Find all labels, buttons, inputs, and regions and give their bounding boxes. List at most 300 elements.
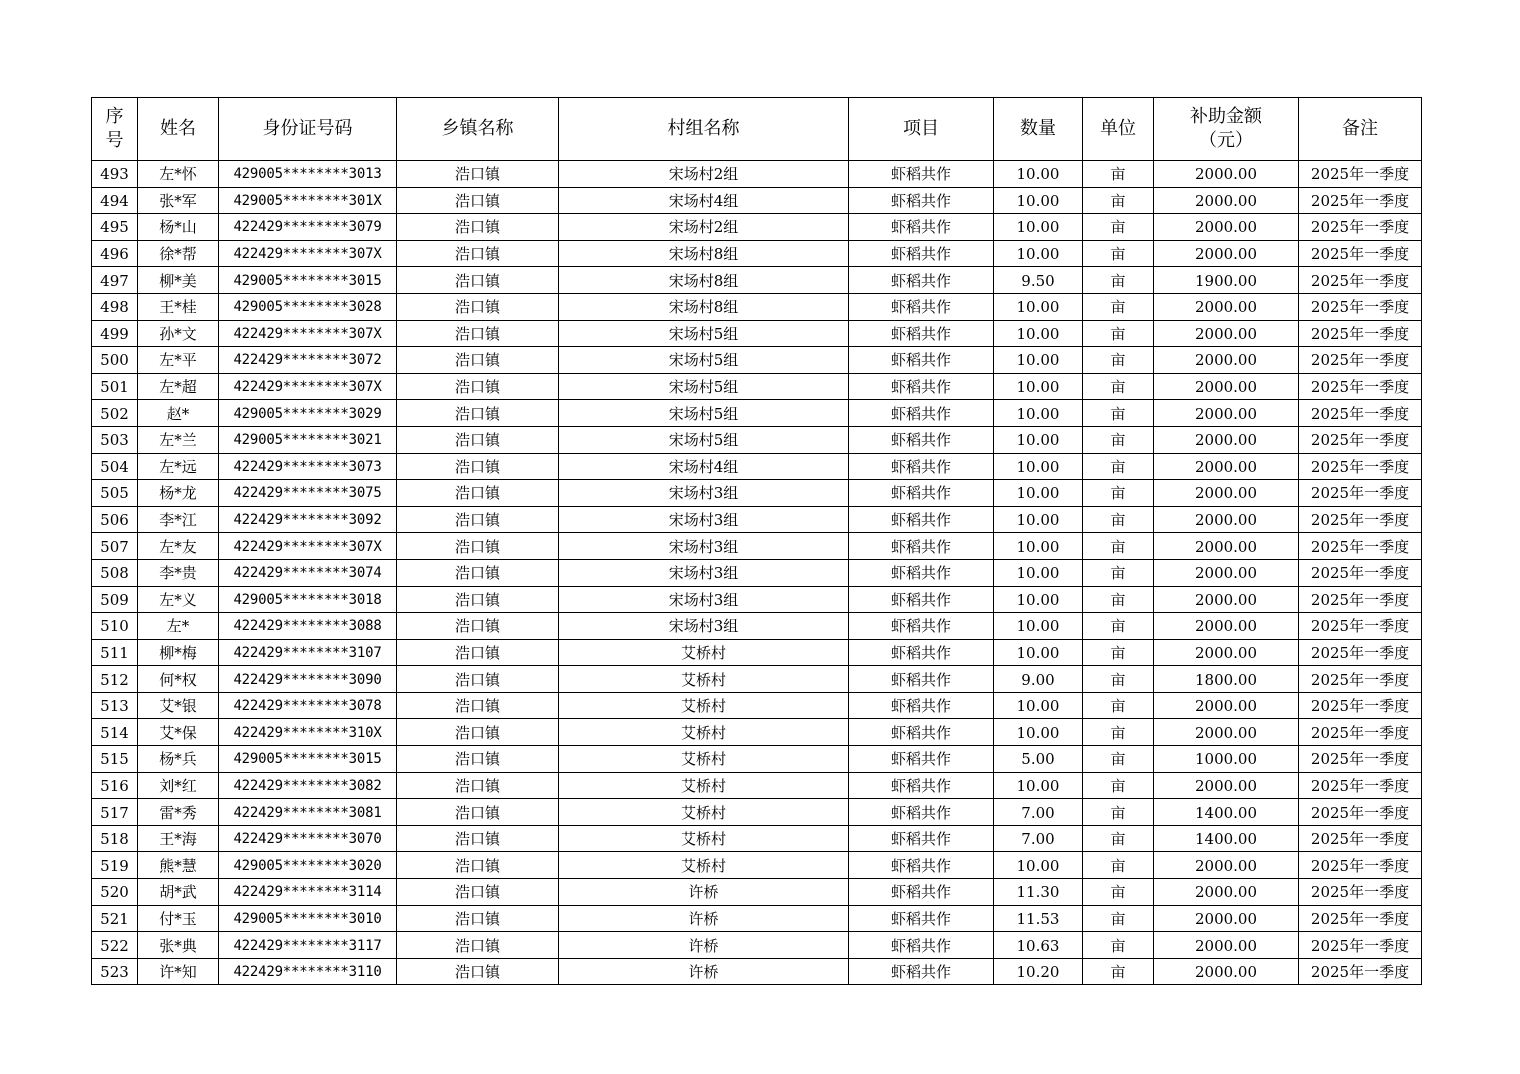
cell-project: 虾稻共作 (849, 480, 994, 507)
cell-village: 艾桥村 (559, 799, 849, 826)
cell-seq: 519 (92, 852, 138, 879)
cell-name: 艾*银 (138, 692, 219, 719)
header-town: 乡镇名称 (397, 98, 559, 161)
cell-id-number: 422429********307X (219, 373, 397, 400)
cell-seq: 512 (92, 666, 138, 693)
cell-project: 虾稻共作 (849, 506, 994, 533)
cell-unit: 亩 (1083, 320, 1154, 347)
cell-town: 浩口镇 (397, 506, 559, 533)
table-row (92, 161, 1422, 188)
cell-village: 宋场村4组 (559, 187, 849, 214)
table-header-row (92, 98, 1422, 161)
cell-village: 许桥 (559, 958, 849, 985)
cell-village: 宋场村5组 (559, 320, 849, 347)
cell-unit: 亩 (1083, 373, 1154, 400)
cell-amount: 2000.00 (1154, 692, 1299, 719)
cell-note: 2025年一季度 (1299, 161, 1422, 188)
cell-unit: 亩 (1083, 347, 1154, 374)
cell-note: 2025年一季度 (1299, 214, 1422, 241)
table-row (92, 719, 1422, 746)
cell-id-number: 429005********3015 (219, 267, 397, 294)
cell-amount: 2000.00 (1154, 187, 1299, 214)
cell-unit: 亩 (1083, 692, 1154, 719)
cell-quantity: 9.50 (994, 267, 1083, 294)
table-row (92, 613, 1422, 640)
cell-note: 2025年一季度 (1299, 426, 1422, 453)
cell-project: 虾稻共作 (849, 799, 994, 826)
cell-village: 许桥 (559, 905, 849, 932)
cell-village: 宋场村2组 (559, 214, 849, 241)
cell-quantity: 10.00 (994, 559, 1083, 586)
cell-seq: 510 (92, 613, 138, 640)
cell-project: 虾稻共作 (849, 347, 994, 374)
cell-amount: 1000.00 (1154, 746, 1299, 773)
cell-id-number: 422429********3078 (219, 692, 397, 719)
cell-name: 刘*红 (138, 772, 219, 799)
cell-project: 虾稻共作 (849, 746, 994, 773)
cell-amount: 2000.00 (1154, 958, 1299, 985)
cell-name: 张*典 (138, 932, 219, 959)
cell-project: 虾稻共作 (849, 373, 994, 400)
cell-amount: 1900.00 (1154, 267, 1299, 294)
cell-quantity: 10.00 (994, 772, 1083, 799)
cell-unit: 亩 (1083, 187, 1154, 214)
cell-unit: 亩 (1083, 214, 1154, 241)
cell-project: 虾稻共作 (849, 267, 994, 294)
table-body (92, 161, 1422, 985)
cell-name: 左*超 (138, 373, 219, 400)
cell-project: 虾稻共作 (849, 666, 994, 693)
cell-town: 浩口镇 (397, 613, 559, 640)
cell-id-number: 429005********3013 (219, 161, 397, 188)
cell-name: 孙*文 (138, 320, 219, 347)
cell-seq: 509 (92, 586, 138, 613)
cell-name: 左*远 (138, 453, 219, 480)
header-qty: 数量 (994, 98, 1083, 161)
cell-town: 浩口镇 (397, 453, 559, 480)
table-row (92, 639, 1422, 666)
cell-quantity: 10.00 (994, 187, 1083, 214)
cell-town: 浩口镇 (397, 373, 559, 400)
cell-amount: 1400.00 (1154, 799, 1299, 826)
cell-village: 宋场村8组 (559, 240, 849, 267)
cell-seq: 516 (92, 772, 138, 799)
cell-quantity: 10.00 (994, 453, 1083, 480)
cell-town: 浩口镇 (397, 639, 559, 666)
cell-quantity: 10.00 (994, 400, 1083, 427)
cell-amount: 2000.00 (1154, 533, 1299, 560)
cell-project: 虾稻共作 (849, 825, 994, 852)
cell-town: 浩口镇 (397, 480, 559, 507)
cell-unit: 亩 (1083, 586, 1154, 613)
table-row (92, 240, 1422, 267)
header-name: 姓名 (138, 98, 219, 161)
cell-unit: 亩 (1083, 639, 1154, 666)
cell-project: 虾稻共作 (849, 187, 994, 214)
table-row (92, 373, 1422, 400)
cell-seq: 506 (92, 506, 138, 533)
cell-note: 2025年一季度 (1299, 799, 1422, 826)
table-row (92, 320, 1422, 347)
cell-name: 许*知 (138, 958, 219, 985)
cell-note: 2025年一季度 (1299, 958, 1422, 985)
cell-note: 2025年一季度 (1299, 240, 1422, 267)
cell-village: 艾桥村 (559, 825, 849, 852)
cell-village: 许桥 (559, 932, 849, 959)
cell-id-number: 422429********3092 (219, 506, 397, 533)
cell-quantity: 10.00 (994, 240, 1083, 267)
cell-unit: 亩 (1083, 719, 1154, 746)
cell-id-number: 429005********3029 (219, 400, 397, 427)
cell-town: 浩口镇 (397, 799, 559, 826)
table-row (92, 932, 1422, 959)
cell-note: 2025年一季度 (1299, 480, 1422, 507)
cell-town: 浩口镇 (397, 161, 559, 188)
table-row (92, 347, 1422, 374)
cell-seq: 513 (92, 692, 138, 719)
cell-village: 宋场村5组 (559, 426, 849, 453)
cell-id-number: 429005********3018 (219, 586, 397, 613)
cell-quantity: 10.00 (994, 692, 1083, 719)
cell-quantity: 10.00 (994, 586, 1083, 613)
cell-town: 浩口镇 (397, 879, 559, 906)
cell-amount: 2000.00 (1154, 613, 1299, 640)
cell-town: 浩口镇 (397, 772, 559, 799)
cell-name: 徐*帮 (138, 240, 219, 267)
cell-unit: 亩 (1083, 293, 1154, 320)
cell-project: 虾稻共作 (849, 533, 994, 560)
table-row (92, 746, 1422, 773)
cell-project: 虾稻共作 (849, 586, 994, 613)
table-row (92, 825, 1422, 852)
cell-name: 胡*武 (138, 879, 219, 906)
table-row (92, 506, 1422, 533)
cell-amount: 2000.00 (1154, 852, 1299, 879)
cell-amount: 2000.00 (1154, 506, 1299, 533)
cell-note: 2025年一季度 (1299, 267, 1422, 294)
cell-note: 2025年一季度 (1299, 692, 1422, 719)
cell-name: 付*玉 (138, 905, 219, 932)
cell-unit: 亩 (1083, 480, 1154, 507)
cell-seq: 523 (92, 958, 138, 985)
cell-village: 艾桥村 (559, 666, 849, 693)
cell-id-number: 429005********3010 (219, 905, 397, 932)
cell-name: 左*友 (138, 533, 219, 560)
table-row (92, 879, 1422, 906)
cell-note: 2025年一季度 (1299, 506, 1422, 533)
cell-village: 艾桥村 (559, 692, 849, 719)
cell-quantity: 10.00 (994, 480, 1083, 507)
cell-unit: 亩 (1083, 559, 1154, 586)
cell-name: 左*兰 (138, 426, 219, 453)
table-row (92, 586, 1422, 613)
cell-quantity: 10.00 (994, 639, 1083, 666)
cell-id-number: 422429********3090 (219, 666, 397, 693)
cell-name: 左*义 (138, 586, 219, 613)
cell-amount: 2000.00 (1154, 879, 1299, 906)
cell-village: 宋场村4组 (559, 453, 849, 480)
cell-town: 浩口镇 (397, 825, 559, 852)
cell-note: 2025年一季度 (1299, 719, 1422, 746)
cell-town: 浩口镇 (397, 932, 559, 959)
cell-project: 虾稻共作 (849, 613, 994, 640)
cell-town: 浩口镇 (397, 400, 559, 427)
cell-name: 左* (138, 613, 219, 640)
cell-village: 艾桥村 (559, 772, 849, 799)
cell-name: 左*怀 (138, 161, 219, 188)
cell-quantity: 10.00 (994, 533, 1083, 560)
cell-town: 浩口镇 (397, 559, 559, 586)
cell-seq: 498 (92, 293, 138, 320)
cell-note: 2025年一季度 (1299, 932, 1422, 959)
cell-amount: 2000.00 (1154, 400, 1299, 427)
cell-quantity: 10.00 (994, 214, 1083, 241)
cell-id-number: 422429********307X (219, 320, 397, 347)
table-row (92, 400, 1422, 427)
cell-id-number: 422429********310X (219, 719, 397, 746)
cell-village: 宋场村3组 (559, 559, 849, 586)
header-village: 村组名称 (559, 98, 849, 161)
cell-seq: 515 (92, 746, 138, 773)
cell-seq: 494 (92, 187, 138, 214)
cell-unit: 亩 (1083, 506, 1154, 533)
cell-project: 虾稻共作 (849, 214, 994, 241)
cell-seq: 502 (92, 400, 138, 427)
cell-village: 艾桥村 (559, 852, 849, 879)
cell-village: 宋场村5组 (559, 373, 849, 400)
cell-unit: 亩 (1083, 400, 1154, 427)
cell-unit: 亩 (1083, 426, 1154, 453)
cell-unit: 亩 (1083, 746, 1154, 773)
cell-id-number: 422429********3114 (219, 879, 397, 906)
subsidy-table-sheet (91, 97, 1421, 985)
cell-village: 宋场村8组 (559, 293, 849, 320)
cell-amount: 2000.00 (1154, 347, 1299, 374)
cell-seq: 522 (92, 932, 138, 959)
cell-quantity: 5.00 (994, 746, 1083, 773)
cell-quantity: 10.20 (994, 958, 1083, 985)
cell-note: 2025年一季度 (1299, 746, 1422, 773)
cell-town: 浩口镇 (397, 586, 559, 613)
cell-town: 浩口镇 (397, 533, 559, 560)
cell-name: 杨*山 (138, 214, 219, 241)
cell-project: 虾稻共作 (849, 400, 994, 427)
cell-note: 2025年一季度 (1299, 879, 1422, 906)
cell-name: 王*桂 (138, 293, 219, 320)
cell-quantity: 7.00 (994, 799, 1083, 826)
cell-amount: 2000.00 (1154, 772, 1299, 799)
cell-seq: 504 (92, 453, 138, 480)
cell-town: 浩口镇 (397, 426, 559, 453)
cell-village: 宋场村3组 (559, 480, 849, 507)
cell-project: 虾稻共作 (849, 958, 994, 985)
cell-name: 雷*秀 (138, 799, 219, 826)
cell-unit: 亩 (1083, 533, 1154, 560)
cell-village: 宋场村3组 (559, 586, 849, 613)
cell-name: 左*平 (138, 347, 219, 374)
cell-seq: 518 (92, 825, 138, 852)
cell-project: 虾稻共作 (849, 879, 994, 906)
cell-id-number: 422429********3070 (219, 825, 397, 852)
cell-note: 2025年一季度 (1299, 373, 1422, 400)
cell-note: 2025年一季度 (1299, 825, 1422, 852)
cell-note: 2025年一季度 (1299, 639, 1422, 666)
cell-village: 宋场村3组 (559, 533, 849, 560)
table-row (92, 267, 1422, 294)
cell-unit: 亩 (1083, 613, 1154, 640)
cell-village: 艾桥村 (559, 746, 849, 773)
cell-id-number: 422429********3107 (219, 639, 397, 666)
cell-note: 2025年一季度 (1299, 293, 1422, 320)
cell-village: 宋场村2组 (559, 161, 849, 188)
cell-id-number: 422429********3110 (219, 958, 397, 985)
cell-seq: 503 (92, 426, 138, 453)
cell-id-number: 429005********3021 (219, 426, 397, 453)
cell-town: 浩口镇 (397, 240, 559, 267)
cell-name: 何*权 (138, 666, 219, 693)
cell-project: 虾稻共作 (849, 772, 994, 799)
cell-name: 李*江 (138, 506, 219, 533)
cell-town: 浩口镇 (397, 852, 559, 879)
cell-village: 宋场村8组 (559, 267, 849, 294)
cell-name: 杨*龙 (138, 480, 219, 507)
cell-project: 虾稻共作 (849, 932, 994, 959)
cell-amount: 2000.00 (1154, 719, 1299, 746)
table-row (92, 666, 1422, 693)
cell-project: 虾稻共作 (849, 320, 994, 347)
cell-amount: 2000.00 (1154, 426, 1299, 453)
cell-id-number: 422429********3072 (219, 347, 397, 374)
cell-id-number: 429005********301X (219, 187, 397, 214)
table-row (92, 426, 1422, 453)
cell-town: 浩口镇 (397, 666, 559, 693)
cell-name: 张*军 (138, 187, 219, 214)
cell-note: 2025年一季度 (1299, 613, 1422, 640)
cell-seq: 517 (92, 799, 138, 826)
cell-quantity: 10.00 (994, 320, 1083, 347)
cell-seq: 497 (92, 267, 138, 294)
cell-note: 2025年一季度 (1299, 347, 1422, 374)
cell-seq: 520 (92, 879, 138, 906)
subsidy-table (91, 97, 1422, 985)
cell-town: 浩口镇 (397, 320, 559, 347)
header-id: 身份证号码 (219, 98, 397, 161)
cell-town: 浩口镇 (397, 692, 559, 719)
cell-town: 浩口镇 (397, 719, 559, 746)
cell-project: 虾稻共作 (849, 426, 994, 453)
table-row (92, 533, 1422, 560)
cell-project: 虾稻共作 (849, 692, 994, 719)
header-seq: 序号 (92, 98, 138, 161)
cell-name: 艾*保 (138, 719, 219, 746)
header-note: 备注 (1299, 98, 1422, 161)
cell-project: 虾稻共作 (849, 852, 994, 879)
cell-amount: 1800.00 (1154, 666, 1299, 693)
cell-town: 浩口镇 (397, 347, 559, 374)
cell-unit: 亩 (1083, 852, 1154, 879)
cell-amount: 2000.00 (1154, 559, 1299, 586)
cell-amount: 2000.00 (1154, 586, 1299, 613)
cell-name: 王*海 (138, 825, 219, 852)
cell-amount: 2000.00 (1154, 932, 1299, 959)
cell-id-number: 429005********3028 (219, 293, 397, 320)
cell-project: 虾稻共作 (849, 719, 994, 746)
cell-seq: 501 (92, 373, 138, 400)
cell-seq: 514 (92, 719, 138, 746)
cell-quantity: 10.00 (994, 347, 1083, 374)
cell-note: 2025年一季度 (1299, 772, 1422, 799)
cell-project: 虾稻共作 (849, 161, 994, 188)
cell-unit: 亩 (1083, 666, 1154, 693)
cell-unit: 亩 (1083, 453, 1154, 480)
cell-seq: 493 (92, 161, 138, 188)
cell-unit: 亩 (1083, 799, 1154, 826)
cell-unit: 亩 (1083, 905, 1154, 932)
cell-amount: 2000.00 (1154, 293, 1299, 320)
cell-note: 2025年一季度 (1299, 187, 1422, 214)
cell-amount: 2000.00 (1154, 240, 1299, 267)
cell-amount: 2000.00 (1154, 905, 1299, 932)
table-row (92, 905, 1422, 932)
cell-unit: 亩 (1083, 267, 1154, 294)
header-unit: 单位 (1083, 98, 1154, 161)
cell-note: 2025年一季度 (1299, 453, 1422, 480)
cell-note: 2025年一季度 (1299, 905, 1422, 932)
header-amount: 补助金额（元） (1154, 98, 1299, 161)
cell-unit: 亩 (1083, 240, 1154, 267)
cell-town: 浩口镇 (397, 293, 559, 320)
table-row (92, 958, 1422, 985)
cell-quantity: 10.00 (994, 613, 1083, 640)
cell-village: 许桥 (559, 879, 849, 906)
cell-seq: 496 (92, 240, 138, 267)
cell-id-number: 422429********307X (219, 240, 397, 267)
cell-town: 浩口镇 (397, 746, 559, 773)
cell-amount: 2000.00 (1154, 214, 1299, 241)
cell-quantity: 10.00 (994, 852, 1083, 879)
cell-seq: 499 (92, 320, 138, 347)
cell-name: 杨*兵 (138, 746, 219, 773)
cell-town: 浩口镇 (397, 214, 559, 241)
cell-amount: 2000.00 (1154, 453, 1299, 480)
cell-unit: 亩 (1083, 958, 1154, 985)
cell-project: 虾稻共作 (849, 559, 994, 586)
cell-seq: 505 (92, 480, 138, 507)
cell-town: 浩口镇 (397, 187, 559, 214)
cell-note: 2025年一季度 (1299, 559, 1422, 586)
cell-town: 浩口镇 (397, 905, 559, 932)
cell-note: 2025年一季度 (1299, 586, 1422, 613)
cell-quantity: 10.00 (994, 293, 1083, 320)
cell-seq: 500 (92, 347, 138, 374)
cell-quantity: 9.00 (994, 666, 1083, 693)
cell-project: 虾稻共作 (849, 240, 994, 267)
cell-quantity: 10.00 (994, 426, 1083, 453)
cell-note: 2025年一季度 (1299, 852, 1422, 879)
cell-quantity: 10.00 (994, 506, 1083, 533)
table-row (92, 214, 1422, 241)
cell-village: 宋场村3组 (559, 506, 849, 533)
cell-unit: 亩 (1083, 879, 1154, 906)
cell-seq: 521 (92, 905, 138, 932)
cell-project: 虾稻共作 (849, 293, 994, 320)
table-row (92, 559, 1422, 586)
cell-id-number: 422429********3073 (219, 453, 397, 480)
table-row (92, 480, 1422, 507)
cell-id-number: 422429********3081 (219, 799, 397, 826)
cell-note: 2025年一季度 (1299, 400, 1422, 427)
cell-id-number: 429005********3015 (219, 746, 397, 773)
